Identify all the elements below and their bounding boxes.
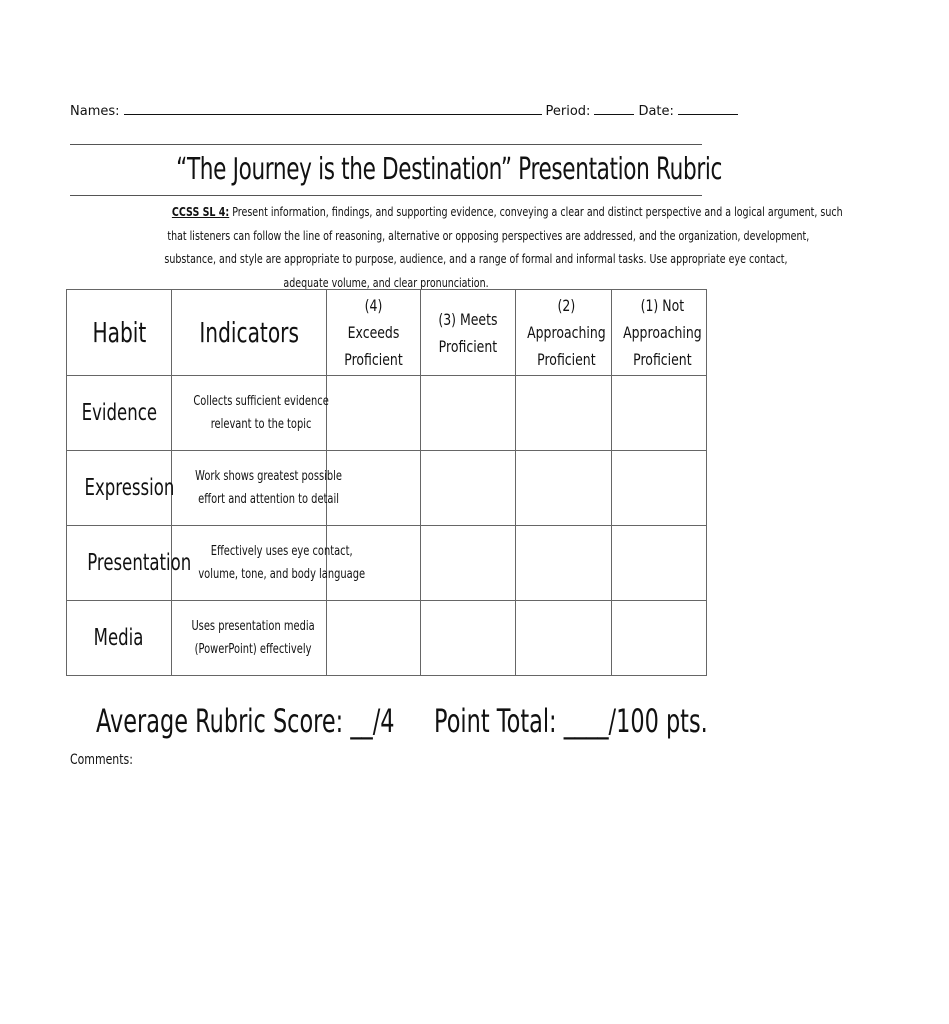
standard-line-1 bbox=[66, 200, 843, 224]
score-cell-2[interactable] bbox=[516, 601, 612, 676]
score-cell-1[interactable] bbox=[612, 451, 707, 526]
header-meets: (3) Meets Proficient bbox=[421, 290, 516, 376]
point-total: Point Total: ____/100 pts. bbox=[434, 702, 708, 740]
names-blank[interactable] bbox=[124, 102, 542, 115]
habit-cell: Expression bbox=[67, 451, 172, 526]
title-rule bbox=[70, 195, 702, 196]
table-row bbox=[67, 526, 707, 601]
score-cell-1[interactable] bbox=[612, 601, 707, 676]
standard-line-1-text: Present information, findings, and supporting evidence, conveying a clear and distinct perspective and a logical argument, such bbox=[232, 204, 843, 219]
score-cell-2[interactable] bbox=[516, 376, 612, 451]
indicator-cell: Collects sufficient evidence relevant to the topic bbox=[172, 376, 327, 451]
period-blank[interactable] bbox=[594, 102, 634, 115]
score-cell-4[interactable] bbox=[327, 601, 421, 676]
rubric-table bbox=[66, 289, 707, 676]
score-cell-3[interactable] bbox=[421, 376, 516, 451]
names-label: Names: bbox=[70, 104, 120, 119]
score-cell-3[interactable] bbox=[421, 451, 516, 526]
standard-line-2: that listeners can follow the line of reasoning, alternative or opposing perspectives are addressed, and the organization, development, bbox=[167, 227, 810, 243]
score-cell-1[interactable] bbox=[612, 526, 707, 601]
score-cell-1[interactable] bbox=[612, 376, 707, 451]
date-label: Date: bbox=[638, 104, 674, 119]
standard-text bbox=[66, 200, 843, 294]
standard-line-3: substance, and style are appropriate to purpose, audience, and a range of formal and informal tasks. Use appropriate eye contact, bbox=[164, 251, 788, 266]
habit-cell: Media bbox=[67, 601, 172, 676]
habit-cell: Presentation bbox=[67, 526, 172, 601]
habit-cell: Evidence bbox=[67, 376, 172, 451]
score-cell-2[interactable] bbox=[516, 526, 612, 601]
header-rule bbox=[70, 144, 702, 145]
header-fields bbox=[70, 102, 702, 122]
header-indicators: Indicators bbox=[172, 290, 327, 376]
indicator-cell: Work shows greatest possible effort and attention to detail bbox=[172, 451, 327, 526]
table-row bbox=[67, 451, 707, 526]
score-cell-2[interactable] bbox=[516, 451, 612, 526]
table-row bbox=[67, 601, 707, 676]
score-cell-3[interactable] bbox=[421, 601, 516, 676]
header-exceeds: (4) Exceeds Proficient bbox=[327, 290, 421, 376]
table-header-row bbox=[67, 290, 707, 376]
period-label: Period: bbox=[545, 104, 591, 119]
header-not-approaching: (1) Not Approaching Proficient bbox=[612, 290, 707, 376]
standard-line-4: adequate volume, and clear pronunciation. bbox=[283, 274, 489, 290]
page-title-text: “The Journey is the Destination” Presentation Rubric bbox=[176, 152, 723, 187]
standard-code: CCSS SL 4: bbox=[171, 204, 230, 219]
indicator-cell: Uses presentation media (PowerPoint) effectively bbox=[172, 601, 327, 676]
average-rubric-score: Average Rubric Score: __/4 bbox=[96, 702, 395, 740]
score-cell-3[interactable] bbox=[421, 526, 516, 601]
header-habit: Habit bbox=[67, 290, 172, 376]
header-approaching: (2) Approaching Proficient bbox=[516, 290, 612, 376]
date-blank[interactable] bbox=[678, 102, 738, 115]
table-row bbox=[67, 376, 707, 451]
comments-label: Comments: bbox=[70, 752, 133, 768]
page-title bbox=[70, 152, 723, 187]
score-cell-4[interactable] bbox=[327, 376, 421, 451]
indicator-cell: Effectively uses eye contact, volume, tone, and body language bbox=[172, 526, 327, 601]
